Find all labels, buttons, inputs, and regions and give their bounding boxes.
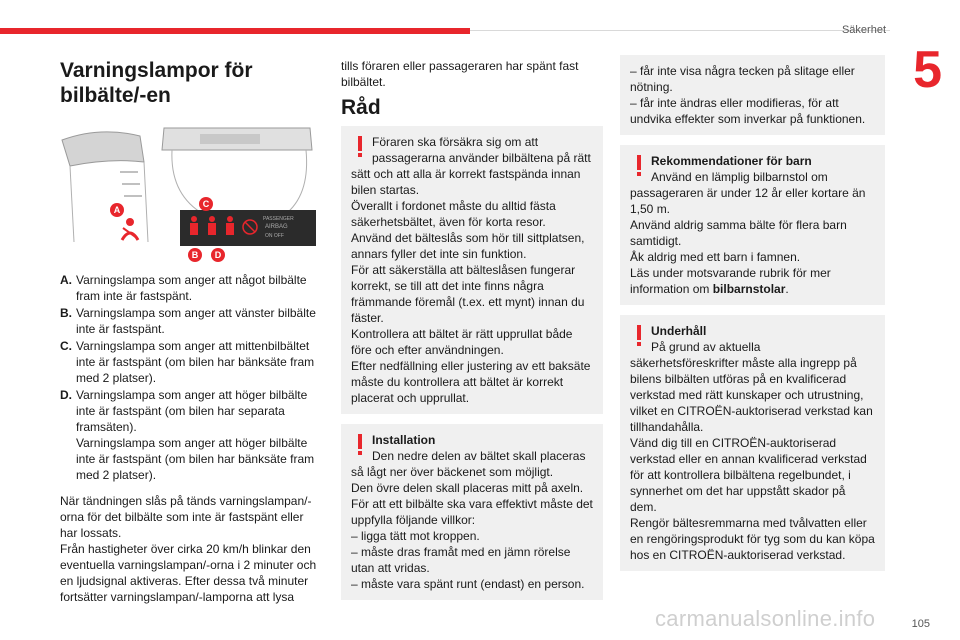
column-2 xyxy=(341,58,603,610)
legend-item-d: D. Varningslampa som anger att höger bilbälte inte är fastspänt (om bilen har separata framsäten). Varningslampa som anger att höger bilbälte inte är fastspänt (om bilen har bänksäte fram med 2 platser). xyxy=(60,388,315,482)
callout-a xyxy=(110,203,124,217)
column-3 xyxy=(620,55,885,581)
warning-icon xyxy=(357,434,363,455)
body-paragraph: När tändningen slås på tänds varningslampan/- orna för det bilbälte som inte är fastspänt eller har lossats. Från hastigheter över cirka 20 km/h blinkar den eventuella varningslampan/-orna i 2 minuter och en ljudsignal aktiveras. Efter dessa två minuter fortsätter varningslampan/-lamporna att lysa xyxy=(60,494,317,604)
svg-text:D: D xyxy=(214,250,222,260)
svg-text:A: A xyxy=(113,205,121,215)
column-1 xyxy=(60,58,320,605)
page-title: Varningslampor för bilbälte/-en xyxy=(60,59,253,107)
svg-text:PASSENGER: PASSENGER xyxy=(263,216,294,222)
watermark: carmanualsonline.info xyxy=(655,606,876,631)
cross-reference: bilbarnstolar xyxy=(712,282,786,296)
legend-item-b: B. Varningslampa som anger att vänster bilbälte inte är fastspänt. xyxy=(60,306,316,336)
svg-text:ON OFF: ON OFF xyxy=(265,233,284,239)
warning-icon xyxy=(636,325,642,346)
seatbelt-icon xyxy=(122,218,138,240)
callout-b xyxy=(188,248,202,262)
section-heading: Råd xyxy=(341,96,381,119)
warning-box-maintenance: Underhåll På grund av aktuella säkerhetsföreskrifter måste alla ingrepp på bilens bilbälten utföras på en kvalificerad verkstad med rätt kunskaper och utrustning, vilket en CITROËN-auktoriserad verkstad kan tillhandahålla. Vänd dig till en CITROËN-auktoriserad verkstad eller en annan kvalificerad verkstad för att kontrollera bilbältena regelbundet, i synnerhet om det har uppstått skador på dem. Rengör bältesremmarna med tvålvatten eller en rengöringsprodukt för tyg som du kan köpa hos en CITROËN-auktoriserad verkstad. xyxy=(620,315,885,571)
warning-icon xyxy=(636,155,642,176)
page-number: 105 xyxy=(911,618,930,630)
callout-c xyxy=(199,197,213,211)
legend-item-a: A. Varningslampa som anger att något bilbälte fram inte är fastspänt. xyxy=(60,273,307,303)
svg-text:C: C xyxy=(202,199,210,209)
svg-text:AIRBAG: AIRBAG xyxy=(265,224,288,230)
chapter-number: 5 xyxy=(913,41,942,99)
seatbelt-display xyxy=(180,210,316,246)
section-label: Säkerhet xyxy=(841,24,886,36)
continued-paragraph: tills föraren eller passageraren har spänt fast bilbältet. xyxy=(341,59,579,89)
svg-text:B: B xyxy=(191,250,199,260)
warning-box-advice: Föraren ska försäkra sig om att passagerarna använder bilbältena på rätt sätt och att alla är korrekt fastspända innan bilen startas. Överallt i fordonet måste du alltid fästa säkerhetsbältet, även för korta resor. Använd det bälteslås som hör till sittplatsen, annars fyller det inte sin funktion. För att säkerställa att bälteslåsen fungerar korrekt, se till att det inte finns några främmande föremål (t.ex. ett mynt) innan du fäster. Kontrollera att bältet är rätt upprullat både före och efter användningen. Efter nedfällning eller justering av ett baksäte måste du kontrollera att bältet är korrekt placerat och upprullat. xyxy=(341,126,603,414)
legend-list xyxy=(60,272,320,483)
warning-box-installation: Installation Den nedre delen av bältet skall placeras så lågt ner över bäckenet som möjligt. Den övre delen skall placeras mitt på axeln. För att ett bilbälte ska vara effektivt måste det uppfylla följande villkor: – ligga tätt mot kroppen. – måste dras framåt med en jämn rörelse utan att vridas. – måste vara spänt runt (endast) en person. xyxy=(341,424,603,600)
warning-box-children: Rekommendationer för barn Använd en lämplig bilbarnstol om passageraren är under 12 år eller kortare än 1,50 m. Använd aldrig samma bälte för flera barn samtidigt. Åk aldrig med ett barn i famnen. Läs under motsvarande rubrik för mer information om bilbarnstolar. xyxy=(620,145,885,305)
callout-d xyxy=(211,248,225,262)
seatbelt-warning-figure xyxy=(60,122,320,262)
dashboard-illustration xyxy=(60,122,320,262)
legend-item-c: C. Varningslampa som anger att mittenbilbältet inte är fastspänt (om bilen har bänksäte fram med 2 platser). xyxy=(60,339,315,385)
seatbelt-icon xyxy=(190,216,234,235)
header-accent-bar xyxy=(0,28,470,34)
warning-icon xyxy=(357,136,363,157)
continued-box: – får inte visa några tecken på slitage eller nötning. – får inte ändras eller modifieras, för att undvika effekter som inverkar på funktionen. xyxy=(620,55,885,135)
header-rule xyxy=(470,30,890,31)
